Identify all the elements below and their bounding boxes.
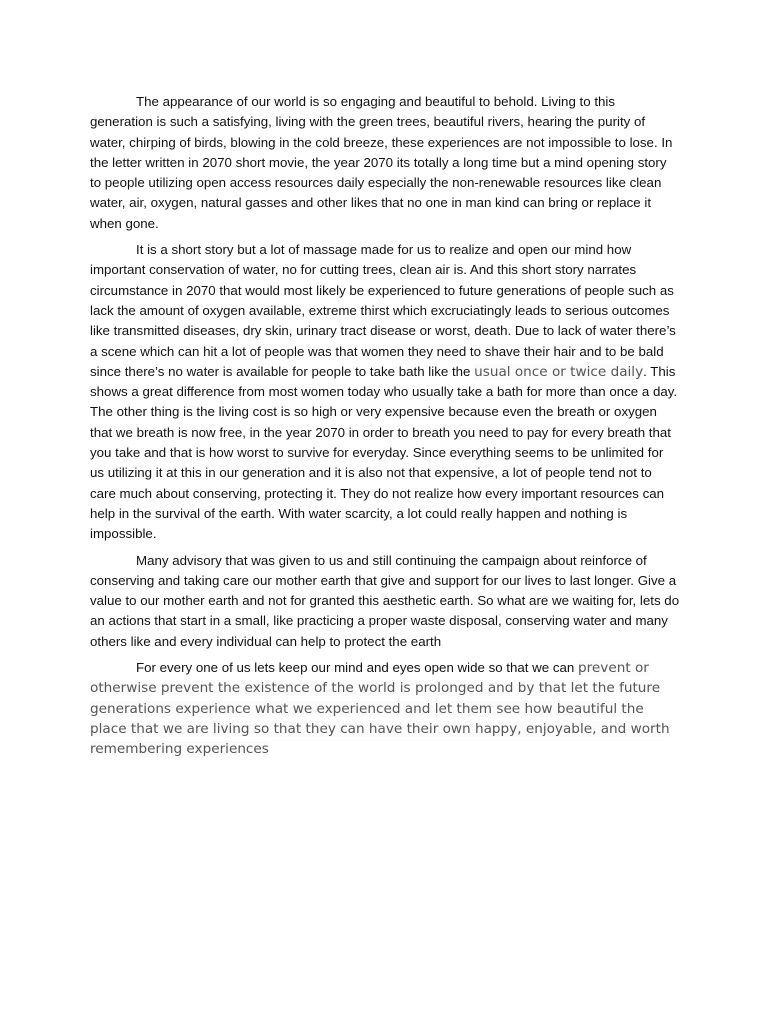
paragraph-2-text-b: . This shows a great difference from most women today who usually take a bath for more than once a day. The other thing is the living cost is so high or very expensive because even the breath or oxygen that we breath is now free, in the year 2070 in order to breath you need to pay for every breath that you take and that is how worst to survive for everyday. Since everything seems to be unlimited for us utilizing it at this in our generation and it is also not that expensive, a lot of people tend not to care much about conserving, protecting it. They do not realize how every important resources can help in the survival of the earth. With water scarcity, a lot could really happen and nothing is impossible. [90, 363, 678, 542]
paragraph-1: The appearance of our world is so engaging and beautiful to behold. Living to this generation is such a satisfying, living with the green trees, beautiful rivers, hearing the purity of water, chirping of birds, blowing in the cold breeze, these experiences are not impossible to lose. In the letter written in 2070 short movie, the year 2070 its totally a long time but a mind opening story to people utilizing open access resources daily especially the non-renewable resources like clean water, air, oxygen, natural gasses and other likes that no one in man kind can bring or replace it when gone. [90, 94, 673, 231]
paragraph-4-text-a: For every one of us lets keep our mind and eyes open wide so that we can [136, 660, 579, 676]
paragraph-4 [90, 658, 680, 759]
paragraph-2-pasted-phrase: usual once or twice daily [474, 363, 644, 380]
paragraph-4-pasted-text: prevent or otherwise prevent the existence of the world is prolonged and by that let the future generations experience what we experienced and let them see how beautiful the place that we are living so that they can have their own happy, enjoyable, and worth remembering experiences [90, 660, 670, 758]
paragraph-2 [90, 240, 680, 544]
paragraph-2-text-a: It is a short story but a lot of massage made for us to realize and open our mind how important conservation of water, no for cutting trees, clean air is. And this short story narrates circumstance in 2070 that would most likely be experienced to future generations of people such as lack the amount of oxygen available, extreme thirst which excruciatingly leads to serious outcomes like transmitted diseases, dry skin, urinary tract disease or worst, death. Due to lack of water there’s a scene which can hit a lot of people was that women they need to shave their hair and to be bald since there’s no water is available for people to take bath like the [90, 242, 676, 379]
paragraph-3: Many advisory that was given to us and still continuing the campaign about reinforce of conserving and taking care our mother earth that give and support for our lives to last longer. Give a value to our mother earth and not for granted this aesthetic earth. So what are we waiting for, lets do an actions that start in a small, like practicing a proper waste disposal, conserving water and many others like and every individual can help to protect the earth [90, 552, 680, 649]
essay-body [90, 92, 680, 766]
